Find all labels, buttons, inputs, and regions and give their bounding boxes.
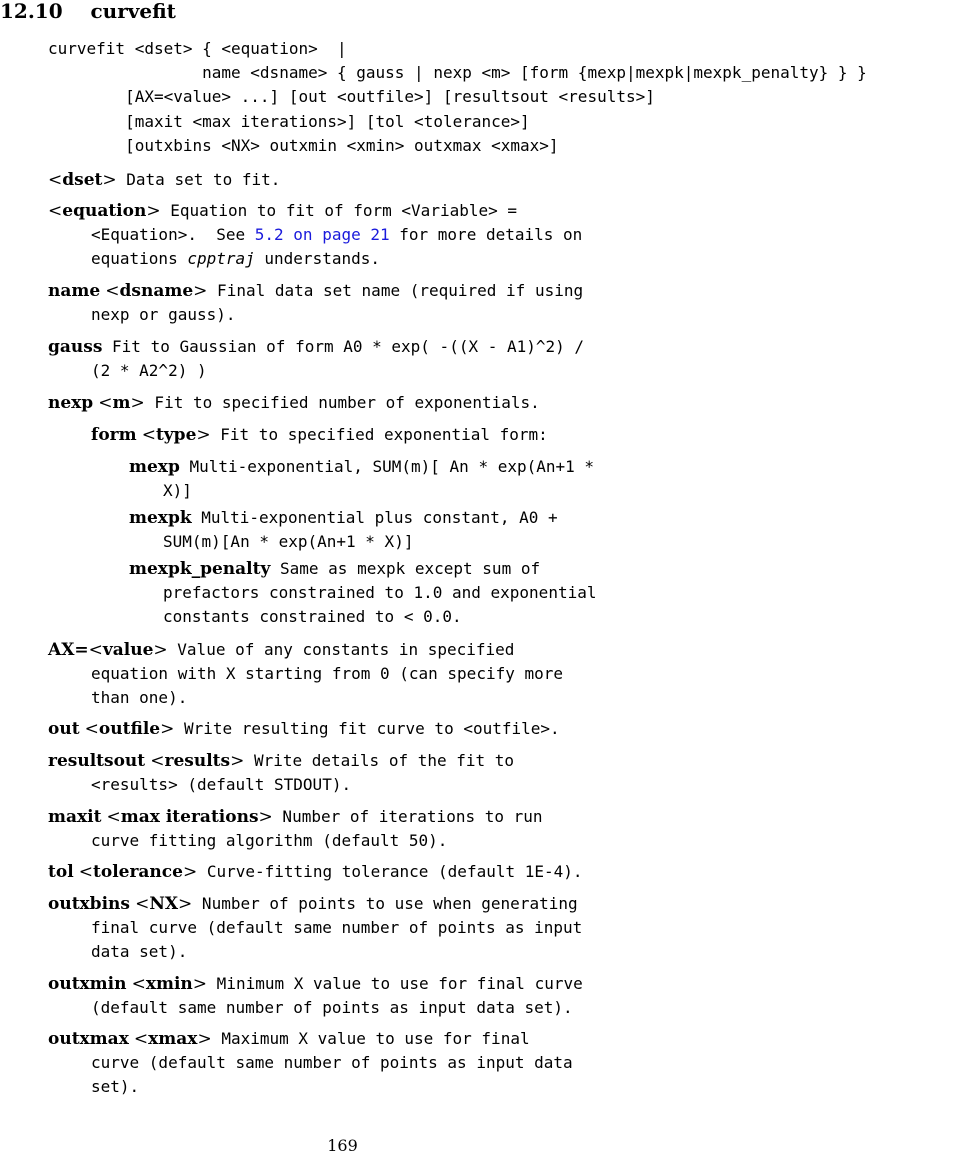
entry-tol: tol <tolerance> Curve-fitting tolerance (default 1E-4). (48, 862, 583, 882)
section-heading (0, 0, 176, 22)
entry-description: Curve-fitting tolerance (default 1E-4). (197, 862, 583, 881)
term-maxit: maxit (48, 807, 102, 827)
section-number: 12.10 (0, 0, 63, 23)
entry-dset: <dset> Data set to fit. (48, 170, 281, 190)
entry-mexp: mexp Multi-exponential, SUM(m)[ An * exp(An+1 * X)] (129, 457, 595, 500)
usage-block (48, 37, 867, 158)
entry-description: Number of iterations to run (272, 807, 543, 826)
term-equation: equation (62, 201, 147, 221)
entry-mexpk-penalty: mexpk_penalty Same as mexpk except sum of prefactors constrained to 1.0 and exponential constants constrained to < 0.0. (129, 559, 597, 626)
entry-resultsout: resultsout <results> Write details of the fit to <results> (default STDOUT). (48, 751, 515, 794)
entry-ax: AX=<value> Value of any constants in specified equation with X starting from 0 (can specify more than one). (48, 640, 564, 707)
term-form: form (91, 425, 137, 445)
term-mexp: mexp (129, 457, 180, 477)
entry-out: out <outfile> Write resulting fit curve to <outfile>. (48, 719, 560, 739)
entry-equation: <equation> Equation to fit of form <Variable> = <Equation>. See 5.2 on page 21 for more details on equations cpptraj understands. (48, 201, 583, 268)
term-dset: dset (62, 170, 103, 190)
term-ax: AX= (48, 640, 89, 660)
usage-line: [outxbins <NX> outxmin <xmin> outxmax <xmax>] (48, 135, 559, 155)
term-resultsout: resultsout (48, 751, 146, 771)
entry-description: Multi-exponential plus constant, A0 + (191, 508, 558, 527)
entry-description: Maximum X value to use for final (211, 1029, 530, 1048)
entry-nexp: nexp <m> Fit to specified number of exponentials. (48, 393, 540, 413)
entry-description: Fit to Gaussian of form A0 * exp( -((X - A1)^2) / (102, 337, 585, 356)
entry-description: Data set to fit. (116, 170, 281, 189)
entry-name: name <dsname> Final data set name (required if using nexp or gauss). (48, 281, 584, 324)
cpptraj-name: cpptraj (187, 249, 255, 268)
term-name: name (48, 281, 101, 301)
entry-description: Value of any constants in specified (167, 640, 515, 659)
entry-description: Number of points to use when generating (192, 894, 578, 913)
usage-line: name <dsname> { gauss | nexp <m> [form {mexp|mexpk|mexpk_penalty} } } (48, 63, 867, 83)
term-mexpk-penalty: mexpk_penalty (129, 559, 271, 579)
term-nexp: nexp (48, 393, 94, 413)
entry-description: Equation to fit of form <Variable> = (160, 201, 518, 220)
term-mexpk: mexpk (129, 508, 192, 528)
entry-mexpk: mexpk Multi-exponential plus constant, A0 + SUM(m)[An * exp(An+1 * X)] (129, 508, 558, 551)
usage-line: [AX=<value> ...] [out <outfile>] [resultsout <results>] (48, 87, 655, 107)
term-out: out (48, 719, 80, 739)
page-number: 169 (327, 1136, 358, 1155)
term-outxbins: outxbins (48, 894, 130, 914)
entry-description: Final data set name (required if using (207, 281, 584, 300)
entry-maxit: maxit <max iterations> Number of iterations to run curve fitting algorithm (default 50). (48, 807, 543, 850)
entry-description: Write resulting fit curve to <outfile>. (174, 719, 560, 738)
term-tol: tol (48, 862, 74, 882)
entry-description: Write details of the fit to (244, 751, 515, 770)
term-gauss: gauss (48, 337, 103, 357)
usage-line: curvefit <dset> { <equation> | (48, 39, 347, 58)
entry-outxbins: outxbins <NX> Number of points to use when generating final curve (default same number of points as input data set). (48, 894, 583, 961)
section-link[interactable]: 5.2 on page 21 (254, 225, 390, 244)
entry-outxmin: outxmin <xmin> Minimum X value to use for final curve (default same number of points as input data set). (48, 974, 583, 1017)
entry-description: Multi-exponential, SUM(m)[ An * exp(An+1 * (179, 457, 595, 476)
entry-gauss: gauss Fit to Gaussian of form A0 * exp( -((X - A1)^2) / (2 * A2^2) ) (48, 337, 585, 380)
entry-description: Same as mexpk except sum of (270, 559, 541, 578)
term-outxmax: outxmax (48, 1029, 129, 1049)
entry-description: Minimum X value to use for final curve (207, 974, 583, 993)
entry-form: form <type> Fit to specified exponential form: (91, 425, 548, 445)
entry-outxmax: outxmax <xmax> Maximum X value to use for final curve (default same number of points as input data set). (48, 1029, 573, 1096)
section-title: curvefit (90, 0, 176, 23)
term-outxmin: outxmin (48, 974, 127, 994)
entry-description: Fit to specified number of exponentials. (144, 393, 540, 412)
entry-description: Fit to specified exponential form: (210, 425, 548, 444)
usage-line: [maxit <max iterations>] [tol <tolerance>] (48, 111, 530, 131)
